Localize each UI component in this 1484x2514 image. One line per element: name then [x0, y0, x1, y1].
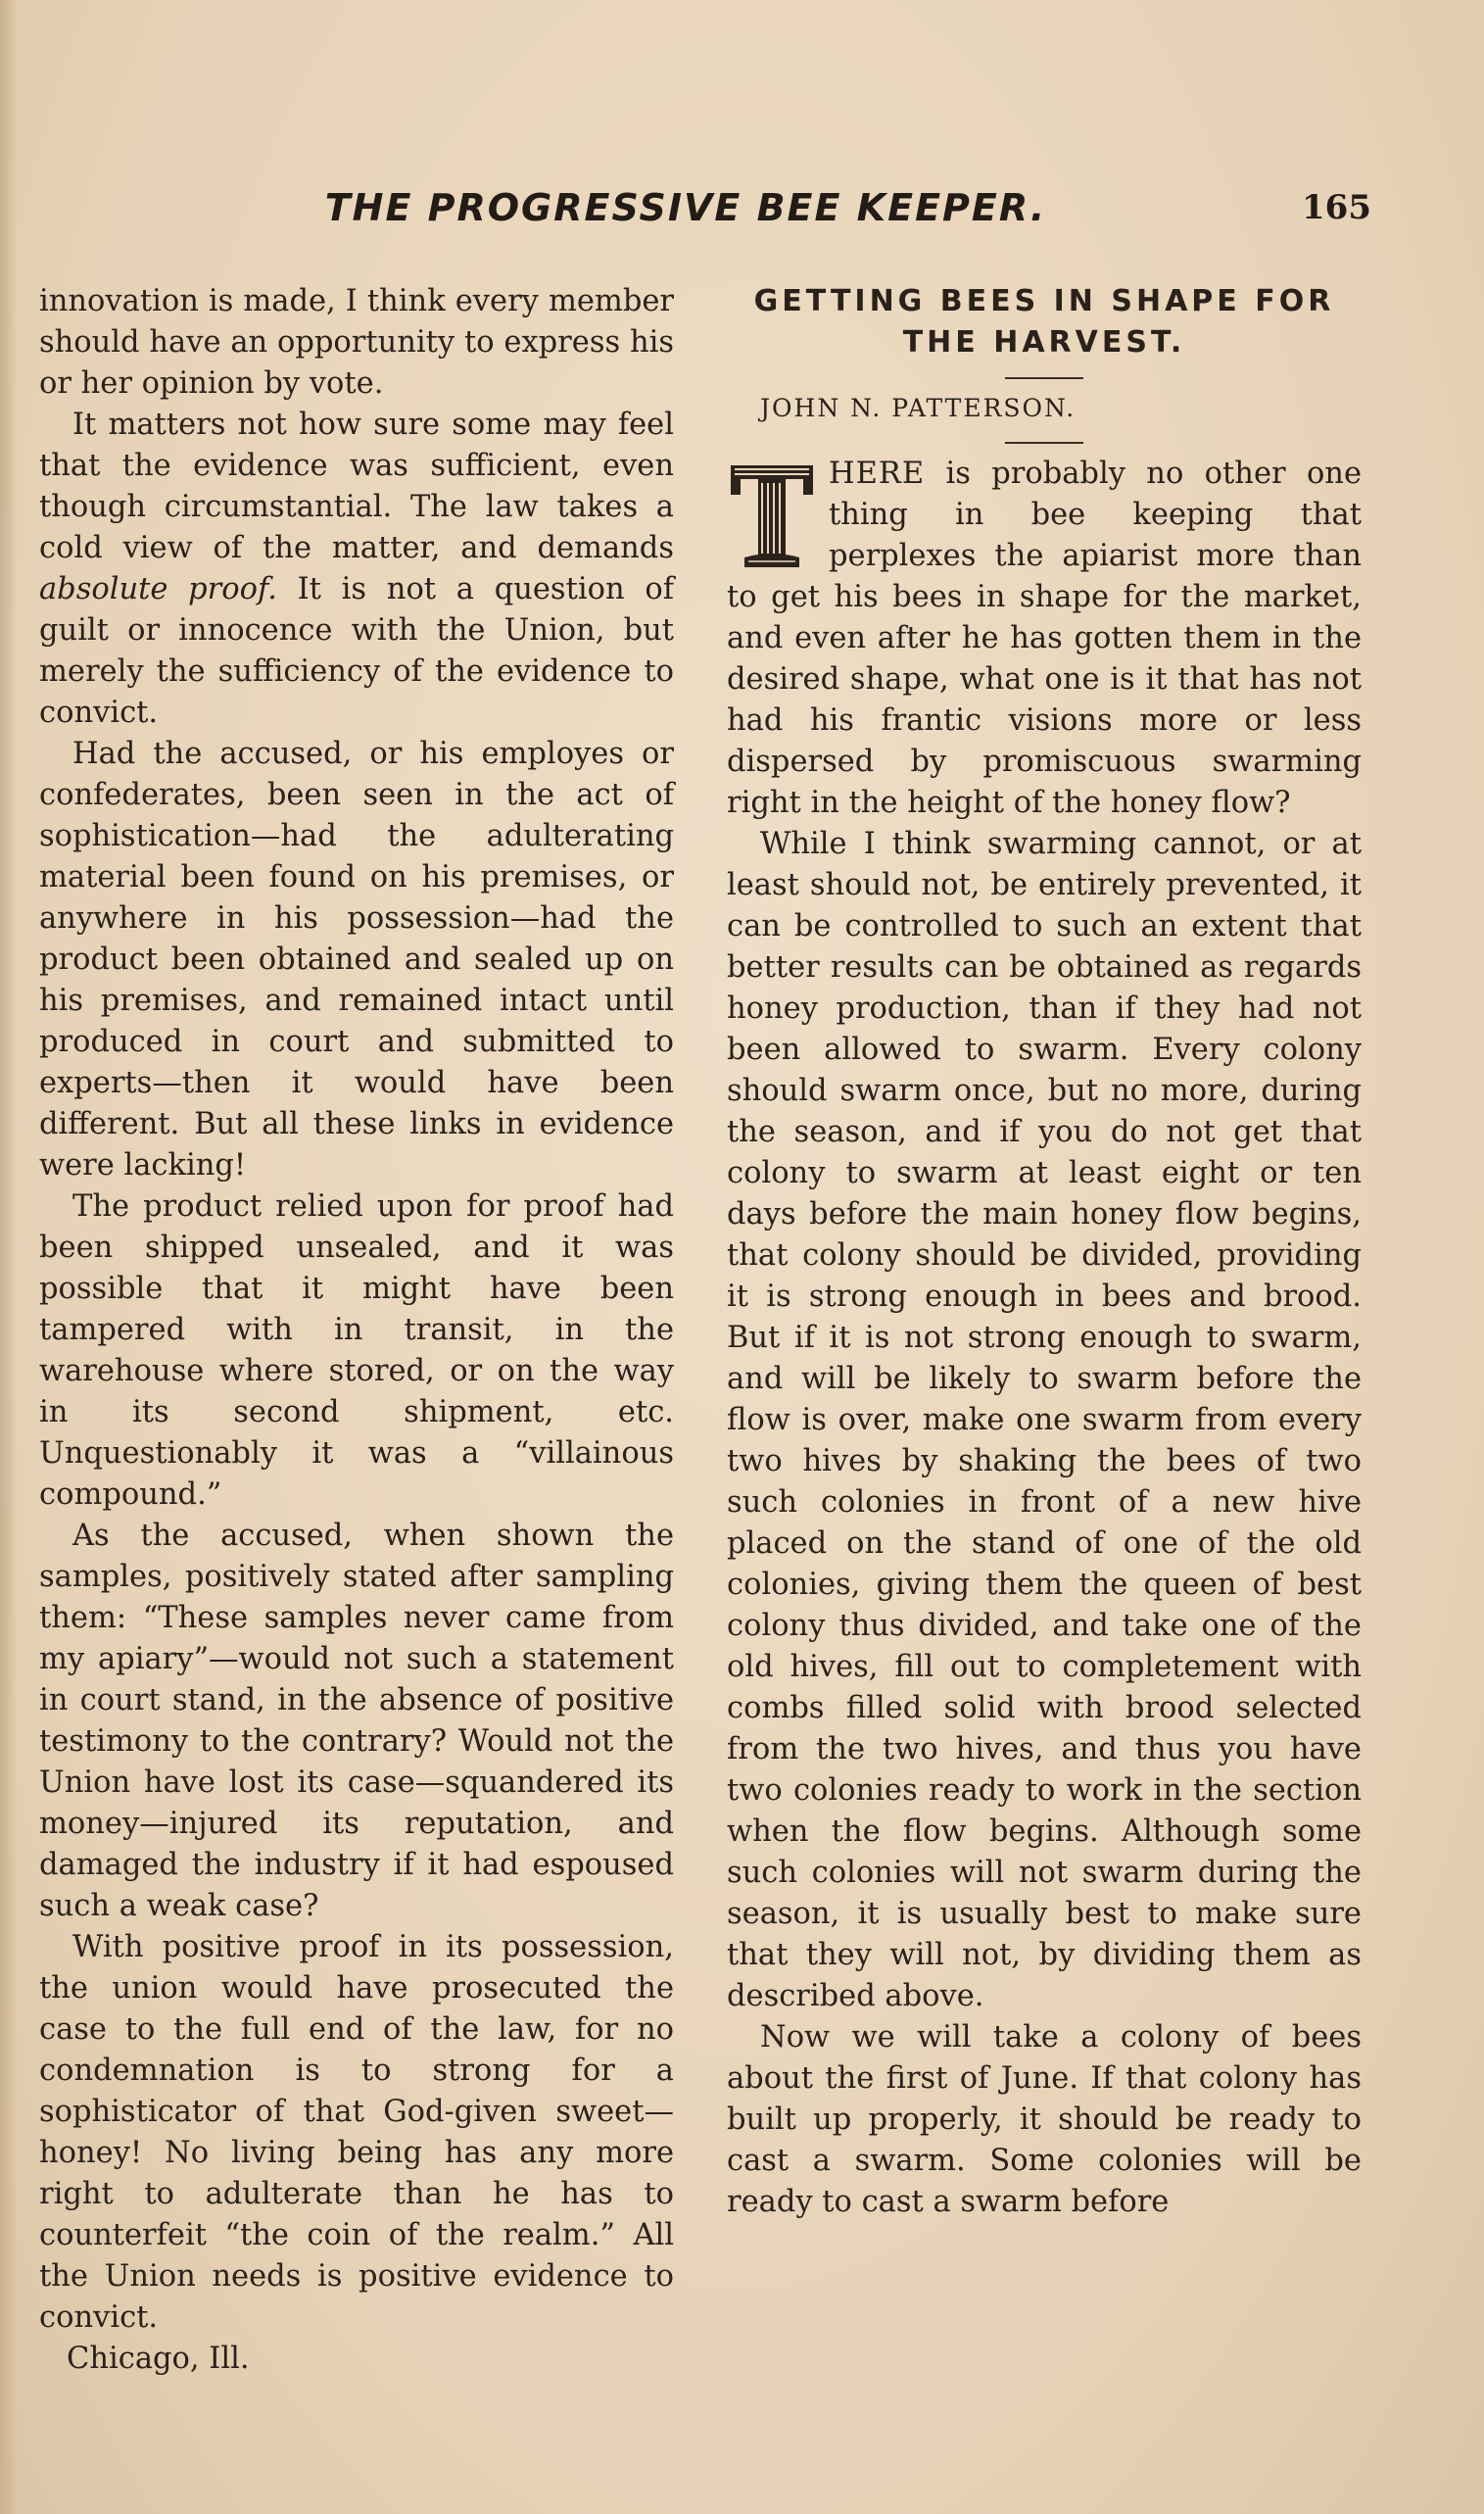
left-column — [39, 281, 674, 2380]
right-column — [727, 281, 1362, 2223]
drop-cap-letter — [727, 459, 817, 575]
running-title: THE PROGRESSIVE BEE KEEPER. — [324, 186, 1047, 229]
page-edge-shadow — [0, 0, 18, 2514]
page-number: 165 — [1302, 188, 1371, 227]
paragraph: As the accused, when shown the samples, positively stated after sampling them: “These samples never came from my apiary”—would not such a statement in court stand, in the absence of positive testimony to the contrary? Would not the Union have lost its case—squandered its money—injured its reputation, and damaged the industry if it had espoused such a weak case? — [39, 1519, 674, 1923]
emphasis-text: absolute proof. — [39, 572, 277, 606]
paragraph: With positive proof in its possession, the union would have prosecuted the case to the full end of the law, for no condemnation is to strong for a sophisticator of that God-given sweet—honey! No living being has any more right to adulterate than he has to counterfeit “the coin of the realm.” All the Union needs is positive evidence to convict. — [39, 1930, 674, 2335]
paragraph: The product relied upon for proof had been shipped unsealed, and it was possible that it might have been tampered with in transit, in the warehouse where stored, or on the way in its second shipment, etc. Unquestionably it was a “villainous compound.” — [39, 1189, 674, 1512]
byline-rule — [1005, 442, 1083, 444]
article-title: GETTING BEES IN SHAPE FOR THE HARVEST. — [753, 284, 1335, 360]
page-header — [39, 186, 1371, 245]
paragraph: While I think swarming cannot, or at least should not, be entirely prevented, it can be controlled to such an extent that better results can be obtained as regards honey production, than if they had not been allowed to swarm. Every colony should swarm once, but no more, during the season, and if you do not get that colony to swarm at least eight or ten days before the main honey flow begins, that colony should be divided, providing it is strong enough in bees and brood. But if it is not strong enough to swarm, and will be likely to swarm before the flow is over, make one swarm from every two hives by shaking the bees of two such colonies in front of a new hive placed on the stand of one of the old colonies, giving them the queen of best colony thus divided, and take one of the old hives, fill out to completement with combs filled solid with brood selected from the two hives, and thus you have two colonies ready to work in the section when the flow begins. Although some such colonies will not swarm during the season, it is usually best to make sure that they will not, by dividing them as described above. — [727, 827, 1362, 2013]
paragraph-text: is probably no other one thing in bee keeping that perplexes the apiarist more than to get his bees in shape for the market, and even after he has gotten them in the desired shape, what one is it that has not had his frantic visions more or less dispersed by promiscuous swarming right in the height of the honey flow? — [727, 457, 1362, 820]
dateline: Chicago, Ill. — [67, 2342, 250, 2376]
paragraph: Had the accused, or his employes or confederates, been seen in the act of sophistication—had the adulterating material been found on his premises, or anywhere in his possession—had the product been obtained and sealed up on his premises, and remained intact until produced in court and submitted to experts—then it would have been different. But all these links in evidence were lacking! — [39, 737, 674, 1183]
author-byline: JOHN N. PATTERSON. — [760, 394, 1077, 422]
first-word: HERE — [829, 457, 926, 491]
paragraph — [727, 454, 1362, 824]
title-rule — [1005, 377, 1083, 379]
paragraph: Now we will take a colony of bees about the first of June. If that colony has built up properly, it should be ready to cast a swarm. Some colonies will be ready to cast a swarm before — [727, 2020, 1362, 2219]
paragraph-text: It matters not how sure some may feel that the evidence was sufficient, even though circumstantial. The law takes a cold view of the matter, and demands — [39, 408, 674, 565]
drop-cap-t — [727, 459, 817, 575]
paragraph: innovation is made, I think every member should have an opportunity to express his or her opinion by vote. — [39, 284, 674, 401]
paragraph — [39, 405, 674, 734]
paragraph-text: It is not a question of guilt or innocence with the Union, but merely the sufficiency of the evidence to convict. — [39, 572, 674, 730]
